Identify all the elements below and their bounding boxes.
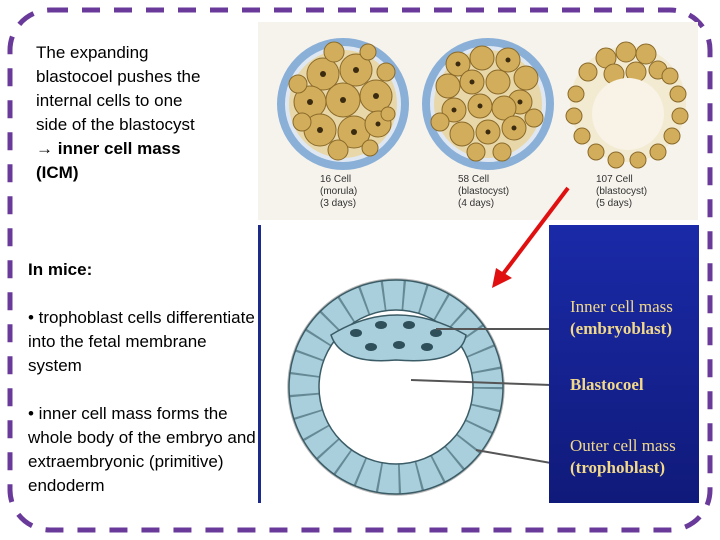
legend-outer-line1: Outer cell mass <box>570 436 676 455</box>
intro-line: side of the blastocyst <box>36 115 195 134</box>
intro-line-bold: → inner cell mass <box>36 139 181 158</box>
mice-heading: In mice: <box>28 260 93 279</box>
stage-caption: 58 Cell <box>458 174 490 185</box>
legend-outer-line2: (trophoblast) <box>570 458 666 477</box>
intro-line: The expanding <box>36 43 149 62</box>
stage-caption: 107 Cell <box>596 174 633 185</box>
stage-caption: (morula) <box>320 186 358 197</box>
stage-caption: (4 days) <box>458 198 495 209</box>
intro-line: internal cells to one <box>36 91 183 110</box>
stage-caption: 16 Cell <box>320 174 352 185</box>
legend-icm-line2: (embryoblast) <box>570 319 672 338</box>
mice-bullet-trophoblast: • trophoblast cells differentiate into the fetal membrane system <box>28 308 255 375</box>
legend-blastocoel: Blastocoel <box>570 375 644 394</box>
stage-caption: (5 days) <box>596 198 633 209</box>
stage-caption: (blastocyst) <box>458 186 510 197</box>
stage-caption: (blastocyst) <box>596 186 648 197</box>
legend-icm-line1: Inner cell mass <box>570 297 673 316</box>
stage-caption: (3 days) <box>320 198 357 209</box>
intro-line-bold: (ICM) <box>36 163 79 182</box>
intro-line: blastocoel pushes the <box>36 67 201 86</box>
mice-bullet-icm: • inner cell mass forms the whole body of the embryo and extraembryonic (primitive) endoderm <box>28 404 256 495</box>
